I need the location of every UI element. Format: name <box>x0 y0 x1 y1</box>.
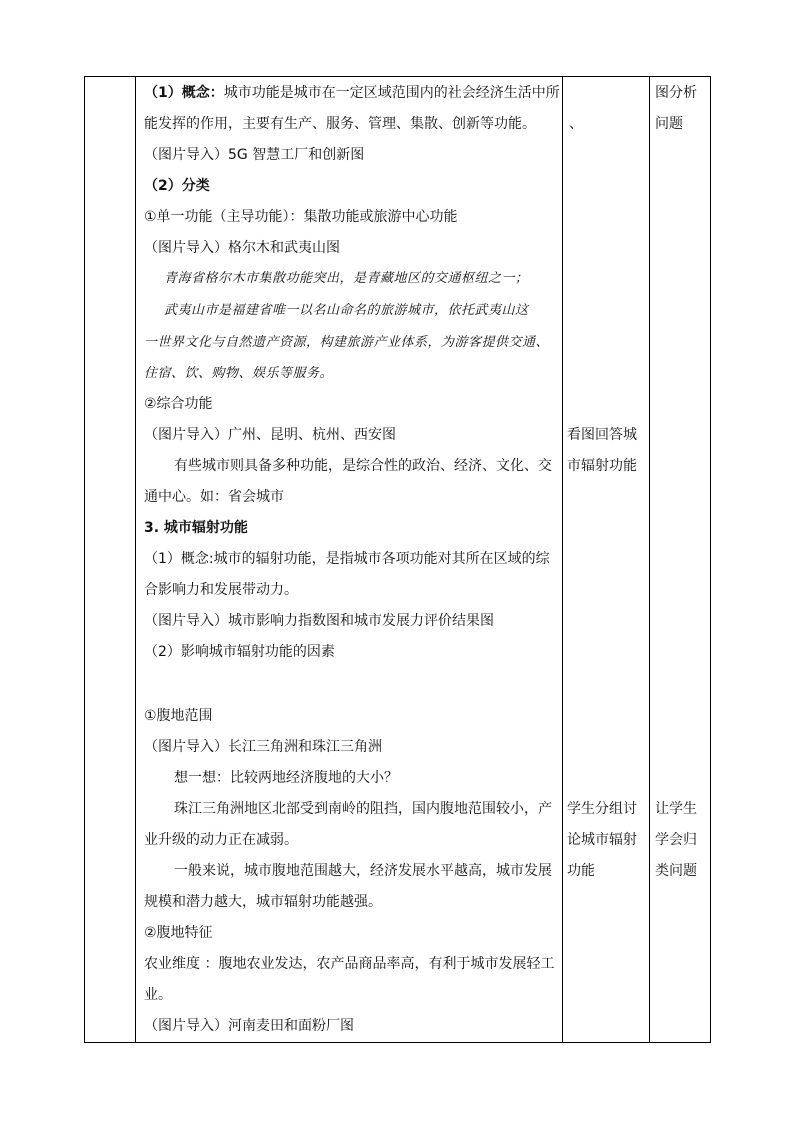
table-border-left <box>84 76 85 1043</box>
table-border-bottom <box>84 1042 711 1043</box>
image-note: （图片导入）5G 智慧工厂和创新图 <box>144 147 365 163</box>
table-divider-3 <box>649 76 650 1043</box>
text-line: 农业维度 ：腹地农业发达，农产品商品率高，有利于城市发展轻工 <box>144 956 555 972</box>
activity-text: 看图回答城 <box>567 427 637 443</box>
activity-text: 论城市辐射 <box>567 832 637 848</box>
quote-line: 青海省格尔木市集散功能突出，是青藏地区的交通枢纽之一； <box>164 271 529 286</box>
section-heading: （2）分类 <box>144 178 210 194</box>
intent-text: 图分析 <box>655 85 697 101</box>
section-heading: 3. 城市辐射功能 <box>144 520 248 536</box>
table-border-right <box>710 76 711 1043</box>
text-line: ②腹地特征 <box>144 925 213 941</box>
text-line: （1）概念:城市的辐射功能，是指城市各项功能对其所在区域的综 <box>144 551 550 567</box>
activity-text: 功能 <box>567 863 595 879</box>
intent-text: 让学生 <box>655 801 697 817</box>
text-line: 业。 <box>144 987 172 1003</box>
quote-line: 武夷山市是福建省唯一以名山命名的旅游城市，依托武夷山这 <box>164 303 529 318</box>
concept-text: 城市功能是城市在一定区域范围内的社会经济生活中所 <box>223 85 560 101</box>
quote-line: 一世界文化与自然遗产资源，构建旅游产业体系，为游客提供交通、 <box>144 335 550 350</box>
concept-line <box>144 83 560 103</box>
table-divider-1 <box>135 76 136 1043</box>
punctuation-mark: 、 <box>569 116 583 132</box>
text-line: 能发挥的作用，主要有生产、服务、管理、集散、创新等功能。 <box>144 116 536 132</box>
activity-text: 学生分组讨 <box>567 801 637 817</box>
text-line: 规模和潜力越大，城市辐射功能越强。 <box>144 894 382 910</box>
text-line: 有些城市则具备多种功能，是综合性的政治、经济、文化、交 <box>174 458 552 474</box>
image-note: （图片导入）广州、昆明、杭州、西安图 <box>144 427 396 443</box>
image-note: （图片导入）河南麦田和面粉厂图 <box>144 1018 354 1034</box>
text-line: ①单一功能（主导功能）：集散功能或旅游中心功能 <box>144 209 458 225</box>
quote-line: 住宿、饮、购物、娱乐等服务。 <box>144 366 334 381</box>
text-line: 珠江三角洲地区北部受到南岭的阻挡，国内腹地范围较小，产 <box>174 801 552 817</box>
text-line: ①腹地范围 <box>144 708 213 724</box>
intent-text: 学会归 <box>655 832 697 848</box>
concept-label: （1）概念： <box>144 85 224 101</box>
text-line: 合影响力和发展带动力。 <box>144 582 298 598</box>
table-divider-2 <box>562 76 563 1043</box>
table-border-top <box>84 76 711 77</box>
text-line: ②综合功能 <box>144 396 213 412</box>
intent-text: 类问题 <box>655 863 697 879</box>
image-note: （图片导入）长江三角洲和珠江三角洲 <box>144 739 382 755</box>
image-note: （图片导入）格尔木和武夷山图 <box>144 240 340 256</box>
text-line: 通中心。如：省会城市 <box>144 489 284 505</box>
text-line: 业升级的动力正在减弱。 <box>144 832 298 848</box>
text-line: 想一想：比较两地经济腹地的大小？ <box>174 770 398 786</box>
activity-text: 市辐射功能 <box>567 458 637 474</box>
image-note: （图片导入）城市影响力指数图和城市发展力评价结果图 <box>144 613 494 629</box>
text-line: （2）影响城市辐射功能的因素 <box>144 644 335 660</box>
intent-text: 问题 <box>655 116 683 132</box>
text-line: 一般来说，城市腹地范围越大，经济发展水平越高，城市发展 <box>174 863 552 879</box>
